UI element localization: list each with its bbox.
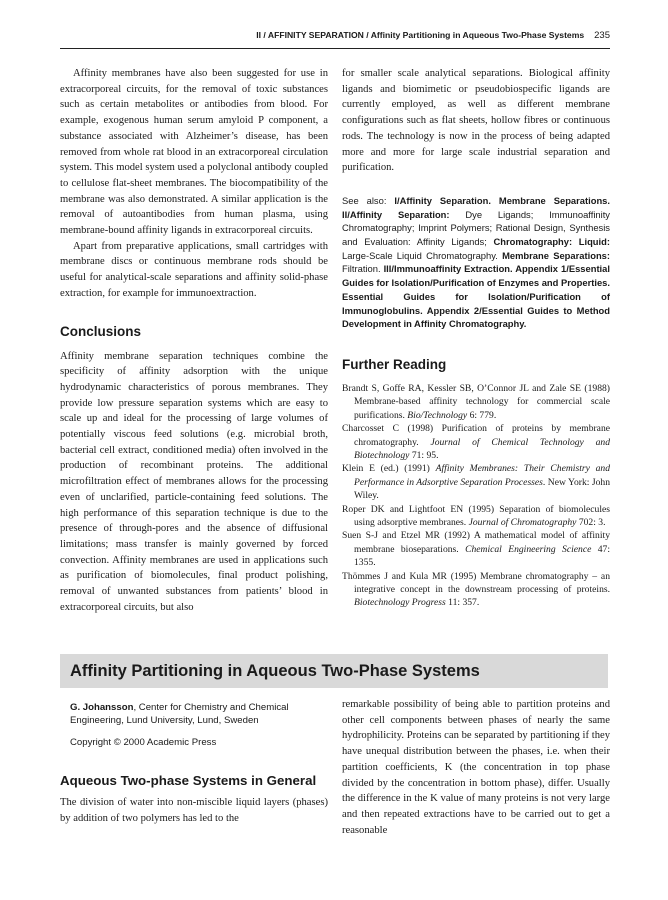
see-also-link[interactable]: Membrane Separations:	[502, 249, 611, 261]
author-name: G. Johansson	[70, 702, 134, 713]
new-article-left-column	[60, 697, 328, 826]
article-title: Affinity Partitioning in Aqueous Two-Phase Systems	[70, 662, 480, 680]
reference-item: Klein E (ed.) (1991) Affinity Membranes: Their Chemistry and Performance in Adsorptive Separation Processes. New York: John Wiley.	[342, 463, 610, 502]
conclusions-heading: Conclusions	[60, 323, 142, 339]
affiliation: , Center for Chemistry and Chemical Engineering, Lund University, Lund, Sweden	[70, 702, 289, 727]
further-reading-heading: Further Reading	[342, 356, 447, 372]
left-column	[60, 66, 328, 616]
copyright-notice: Copyright © 2000 Academic Press	[70, 736, 217, 748]
see-also-text: Dye Ligands; Immunoaffinity Chromatography; Imprint Polymers; Rational Design, Synthesis and Evaluation: Affinity Ligands;	[342, 208, 610, 248]
see-also	[342, 194, 610, 331]
see-also-text: Large-Scale Liquid Chromatography.	[342, 249, 503, 261]
see-also-link[interactable]: III/Immunoaffinity Extraction. Appendix 1/Essential Guides for Isolation/Purification of Enzymes and Properties. Essential Guides for Isolation/Purification of Immunoglobulins. Appendix 2/Essential Guides to Method Development in Affinity Chromatography.	[342, 263, 610, 330]
page-number: 235	[594, 30, 610, 41]
paragraph: remarkable possibility of being able to partition proteins and other cell components between phases of nearly the same hydrophilicity. Proteins can be separated by partitioning if they have unequal distribution between the phases, i.e. when their partition coefficients, K (the concentration in top phase divided by the concentration in bottom phase), differ. Usually the difference in the K value of many proteins is not very large and then repeated extractions have to be carried out to get a reasonable	[342, 699, 610, 836]
see-also-link[interactable]: I/Affinity Separation. Membrane Separations. II/Affinity Separation:	[342, 194, 611, 220]
reference-item: Thömmes J and Kula MR (1995) Membrane chromatography – an integrative concept in the downstream processing of proteins. Biotechnology Progress 11: 357.	[342, 570, 610, 609]
running-title: II / AFFINITY SEPARATION / Affinity Partitioning in Aqueous Two-Phase Systems	[256, 30, 585, 40]
reference-item: Brandt S, Goffe RA, Kessler SB, O’Connor JL and Zale SE (1988) Membrane-based affinity technology for commercial scale purifications. Bio/Technology 6: 779.	[342, 382, 610, 421]
reference-list	[342, 382, 610, 610]
reference-item: Roper DK and Lightfoot EN (1995) Separation of biomolecules using adsorptive membranes. Journal of Chromatography 702: 3.	[342, 503, 610, 529]
conclusions-paragraph: Affinity membrane separation techniques combine the specificity of affinity adsorption with the unique hydrodynamic characteristics of porous membranes. They provide low pressure separation systems which are easy to scale up and ideal for the processing of large volumes of potentially viscous feed solutions (e.g. microbial broth, bacterial cell extract, conditioned media) often involved in the production of recombinant proteins. The additional microfiltration effect of membranes allows for the processing even of unclarified, particle-containing feed solutions. The high performance of this separation technique is due to the presence of through-pores and the absence of diffusional limitations; mass transfer is mainly governed by forced convection. Affinity membranes are used in applications such as purification of biomolecules, final product polishing, removal of unwanted substances from patients’ blood in extracorporeal circuits, but also	[60, 350, 328, 613]
reference-item: Charcosset C (1998) Purification of proteins by membrane chromatography. Journal of Chemical Technology and Biotechnology 71: 95.	[342, 423, 610, 461]
running-header	[60, 28, 610, 49]
paragraph: Affinity membranes have also been suggested for use in extracorporeal circuits, for the removal of toxic substances such as certain metabolites or antibodies from blood. For example, exogenous human serum amyloid P component, a substance associated with Alzheimer’s disease, has been removed from whole rat blood in an extracorporeal circulation system. This model system used a polyclonal antibody coupled to cellulose flat-sheet membranes. The biocompatibility of the membrane was also demonstrated. A similar application is the removal of autoantibodies from human plasma, using membrane-bound affinity ligands in extracorporeal circuits.	[60, 68, 328, 237]
reference-item: Suen S-J and Etzel MR (1992) A mathematical model of affinity membrane bioseparations. Chemical Engineering Science 47: 1355.	[342, 530, 610, 569]
paragraph: The division of water into non-miscible liquid layers (phases) by addition of two polymers has led to the	[60, 796, 328, 824]
paragraph: for smaller scale analytical separations. Biological affinity ligands and biomimetic or pseudobiospecific ligands are currently employed, as well as different membrane configurations such as flat sheets, hollow fibres or continuous rods. The technology is now in the process of being adapted more and more for large scale industrial separation and purification.	[342, 68, 610, 174]
see-also-text: Filtration.	[342, 263, 384, 275]
new-article-right-column	[342, 697, 610, 838]
see-also-link[interactable]: Chromatography: Liquid:	[493, 236, 610, 248]
author-affiliation	[60, 701, 328, 728]
article-title-banner	[60, 654, 608, 688]
right-column	[342, 66, 610, 610]
paragraph: Apart from preparative applications, small cartridges with membrane discs or continuous membrane rods should be useful for analytical-scale separations and affinity solid-phase extraction, for example for immunoextraction.	[60, 240, 328, 299]
see-also-lead: See also:	[342, 194, 387, 206]
subsection-heading: Aqueous Two-phase Systems in General	[60, 772, 317, 788]
